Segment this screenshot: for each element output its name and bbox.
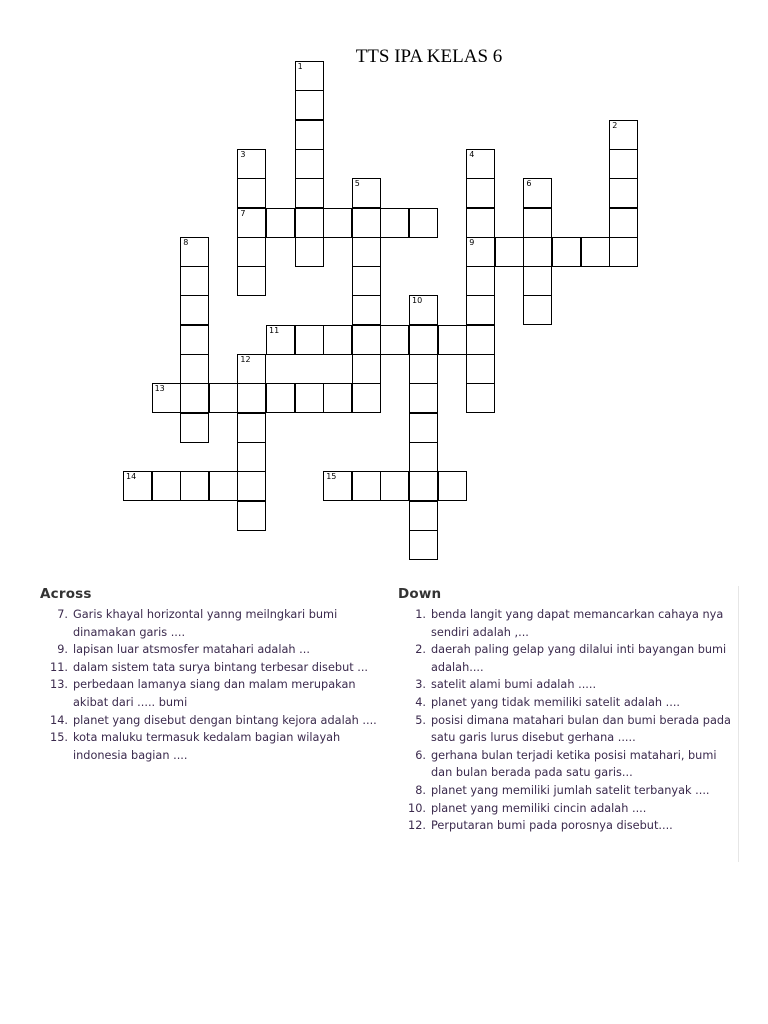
clue-text: kota maluku termasuk kedalam bagian wilayah indonesia bagian .... [73, 731, 341, 762]
grid-cell[interactable] [380, 471, 409, 501]
grid-cell[interactable] [609, 120, 638, 150]
clue-text: perbedaan lamanya siang dan malam merupakan akibat dari ..... bumi [73, 678, 356, 709]
grid-cell[interactable] [438, 325, 467, 355]
across-clue [40, 712, 380, 730]
grid-cell[interactable] [438, 471, 467, 501]
grid-cell[interactable] [609, 178, 638, 208]
cell-number: 15 [326, 472, 337, 482]
down-clue [398, 747, 738, 782]
grid-cell[interactable] [466, 178, 495, 208]
grid-cell[interactable] [466, 295, 495, 325]
clue-number: 1. [415, 608, 426, 621]
grid-cell[interactable] [266, 325, 295, 355]
clue-number: 10. [408, 801, 426, 815]
clue-text: planet yang memiliki cincin adalah .... [431, 801, 647, 815]
grid-cell[interactable] [352, 295, 381, 325]
grid-cell[interactable] [237, 442, 266, 472]
clue-number: 15. [50, 731, 68, 745]
clue-text: posisi dimana matahari bulan dan bumi berada pada satu garis lurus disebut gerhana ..... [431, 713, 731, 745]
clue-number: 12. [408, 819, 426, 833]
clue-number: 8. [415, 783, 426, 797]
grid-cell[interactable] [409, 471, 438, 501]
grid-cell[interactable] [266, 383, 295, 413]
down-clue [398, 712, 738, 747]
cell-number: 3 [240, 149, 246, 159]
grid-cell[interactable] [180, 471, 209, 501]
cell-number: 4 [469, 149, 475, 159]
grid-cell[interactable] [581, 237, 610, 267]
grid-cell[interactable] [237, 178, 266, 208]
clue-text: gerhana bulan terjadi ketika posisi matahari, bumi dan bulan berada pada satu garis... [431, 748, 717, 780]
grid-cell[interactable] [523, 178, 552, 208]
down-clue [398, 676, 738, 694]
down-clues-panel [398, 586, 739, 862]
grid-cell[interactable] [409, 354, 438, 384]
clue-number: 7. [57, 608, 68, 621]
clue-text: lapisan luar atsmosfer matahari adalah ... [73, 643, 310, 657]
grid-cell[interactable] [152, 383, 181, 413]
grid-cell[interactable] [266, 208, 295, 238]
clue-text: Perputaran bumi pada porosnya disebut.... [431, 819, 673, 833]
grid-cell[interactable] [295, 149, 324, 179]
grid-cell[interactable] [352, 471, 381, 501]
grid-cell[interactable] [409, 413, 438, 443]
grid-cell[interactable] [466, 266, 495, 296]
clue-text: dalam sistem tata surya bintang terbesar disebut ... [73, 660, 369, 674]
across-clue [40, 659, 380, 677]
grid-cell[interactable] [352, 237, 381, 267]
grid-cell[interactable] [466, 325, 495, 355]
cell-number: 14 [126, 472, 137, 482]
down-clue-list [398, 606, 738, 835]
grid-cell[interactable] [409, 208, 438, 238]
clue-number: 14. [50, 713, 68, 727]
grid-cell[interactable] [352, 178, 381, 208]
grid-cell[interactable] [352, 266, 381, 296]
down-clue [398, 694, 738, 712]
grid-cell[interactable] [552, 237, 581, 267]
grid-cell[interactable] [466, 149, 495, 179]
grid-cell[interactable] [523, 237, 552, 267]
across-clue-list [40, 606, 380, 764]
clue-text: planet yang disebut dengan bintang kejora adalah .... [73, 713, 377, 727]
grid-cell[interactable] [466, 208, 495, 238]
grid-cell[interactable] [409, 442, 438, 472]
grid-cell[interactable] [237, 354, 266, 384]
down-clue [398, 641, 738, 676]
down-heading: Down [398, 586, 442, 602]
clue-number: 3. [415, 678, 426, 692]
clue-number: 5. [415, 713, 426, 727]
grid-cell[interactable] [409, 295, 438, 325]
grid-cell[interactable] [409, 501, 438, 531]
grid-cell[interactable] [180, 383, 209, 413]
grid-cell[interactable] [295, 325, 324, 355]
grid-cell[interactable] [295, 237, 324, 267]
grid-cell[interactable] [209, 383, 238, 413]
grid-cell[interactable] [352, 208, 381, 238]
cell-number: 10 [412, 296, 423, 306]
grid-cell[interactable] [380, 325, 409, 355]
cell-number: 11 [269, 325, 280, 335]
grid-cell[interactable] [323, 325, 352, 355]
clue-number: 4. [415, 695, 426, 709]
cell-number: 2 [612, 120, 618, 130]
grid-cell[interactable] [123, 471, 152, 501]
clue-number: 11. [50, 660, 68, 674]
grid-cell[interactable] [237, 266, 266, 296]
grid-cell[interactable] [152, 471, 181, 501]
cell-number: 12 [240, 355, 251, 364]
across-clue [40, 729, 380, 764]
grid-cell[interactable] [295, 208, 324, 238]
grid-cell[interactable] [323, 208, 352, 238]
grid-cell[interactable] [295, 61, 324, 91]
grid-cell[interactable] [609, 237, 638, 267]
grid-cell[interactable] [295, 383, 324, 413]
grid-cell[interactable] [352, 354, 381, 384]
cell-number: 13 [154, 384, 165, 394]
grid-cell[interactable] [237, 501, 266, 531]
grid-cell[interactable] [209, 471, 238, 501]
grid-cell[interactable] [180, 354, 209, 384]
grid-cell[interactable] [295, 178, 324, 208]
grid-cell[interactable] [295, 90, 324, 120]
grid-cell[interactable] [237, 149, 266, 179]
across-heading: Across [40, 586, 92, 602]
grid-cell[interactable] [523, 266, 552, 296]
grid-cell[interactable] [295, 120, 324, 150]
across-clue [40, 606, 380, 641]
cell-number: 6 [526, 179, 532, 189]
clue-text: daerah paling gelap yang dilalui inti bayangan bumi adalah.... [431, 643, 727, 674]
grid-cell[interactable] [466, 354, 495, 384]
grid-cell[interactable] [409, 530, 438, 560]
grid-cell[interactable] [180, 266, 209, 296]
cell-number: 7 [240, 208, 246, 218]
crossword-title: TTS IPA KELAS 6 [355, 46, 503, 67]
grid-cell[interactable] [180, 295, 209, 325]
grid-cell[interactable] [237, 471, 266, 501]
cell-number: 1 [297, 62, 303, 71]
grid-cell[interactable] [352, 383, 381, 413]
grid-cell[interactable] [352, 325, 381, 355]
cell-number: 8 [183, 237, 189, 247]
grid-cell[interactable] [237, 413, 266, 443]
cell-number: 5 [354, 179, 360, 189]
clue-text: Garis khayal horizontal yanng meilngkari bumi dinamakan garis .... [73, 608, 338, 639]
across-clues-panel [40, 586, 380, 764]
grid-cell[interactable] [495, 237, 524, 267]
across-clue [40, 641, 380, 659]
grid-cell[interactable] [237, 383, 266, 413]
clue-number: 13. [50, 678, 68, 692]
grid-cell[interactable] [380, 208, 409, 238]
grid-cell[interactable] [323, 471, 352, 501]
grid-cell[interactable] [466, 237, 495, 267]
cell-number: 9 [469, 237, 475, 247]
grid-cell[interactable] [409, 383, 438, 413]
clue-text: planet yang memiliki jumlah satelit terbanyak .... [431, 783, 710, 797]
clue-number: 2. [415, 643, 426, 657]
grid-cell[interactable] [523, 295, 552, 325]
grid-cell[interactable] [237, 237, 266, 267]
grid-cell[interactable] [180, 325, 209, 355]
grid-cell[interactable] [180, 413, 209, 443]
grid-cell[interactable] [409, 325, 438, 355]
down-clue [398, 782, 738, 800]
clue-text: planet yang tidak memiliki satelit adalah .... [431, 695, 681, 709]
clue-number: 9. [57, 643, 68, 657]
clue-text: satelit alami bumi adalah ..... [431, 678, 597, 692]
grid-cell[interactable] [523, 208, 552, 238]
across-clue [40, 676, 380, 711]
grid-cell[interactable] [609, 208, 638, 238]
grid-cell[interactable] [180, 237, 209, 267]
clue-text: benda langit yang dapat memancarkan cahaya nya sendiri adalah ,... [431, 608, 724, 639]
down-clue [398, 606, 738, 641]
clue-number: 6. [415, 748, 426, 762]
grid-cell[interactable] [609, 149, 638, 179]
down-clue [398, 817, 738, 835]
grid-cell[interactable] [466, 383, 495, 413]
down-clue [398, 800, 738, 818]
grid-cell[interactable] [237, 208, 266, 238]
grid-cell[interactable] [323, 383, 352, 413]
